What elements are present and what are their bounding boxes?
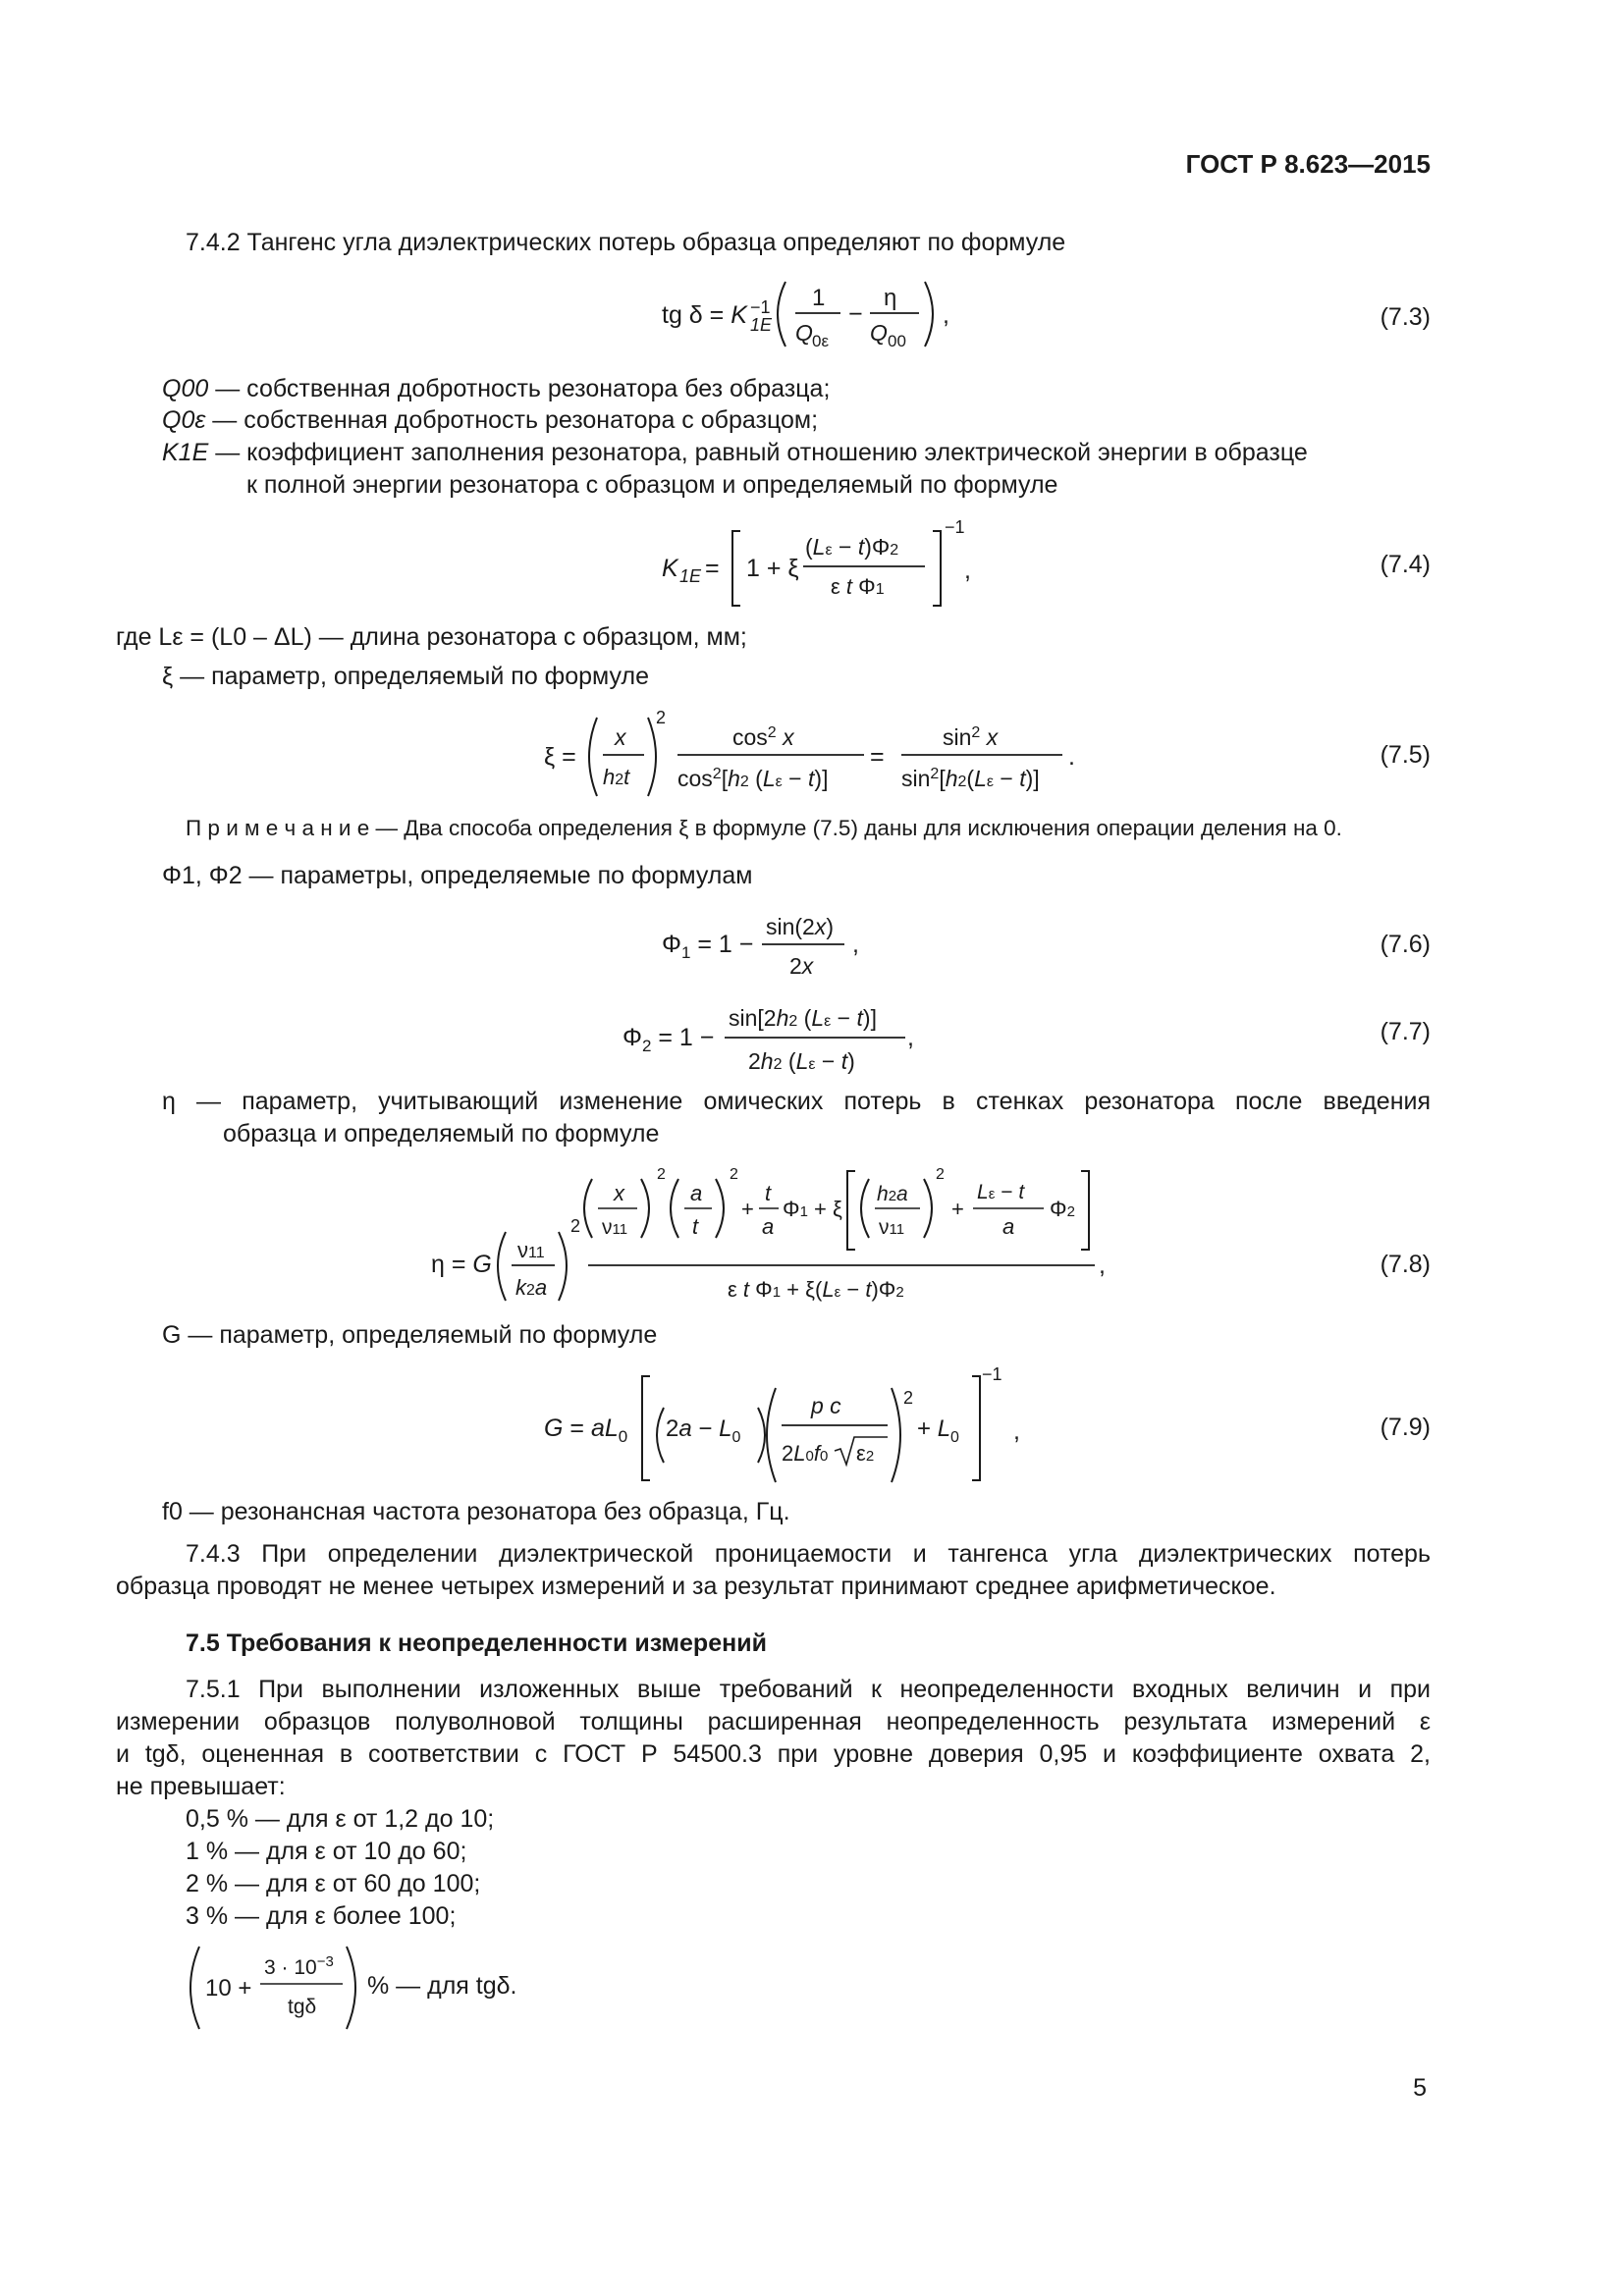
- s751-line1: 7.5.1 При выполнении изложенных выше требований к неопределенности входных величин и при: [186, 1676, 1431, 1703]
- svg-text:2a − L0: $2a - L_0$: [666, 1415, 741, 1446]
- svg-text:+: +: [951, 1197, 964, 1221]
- eq-7-3-number: (7.3): [1380, 303, 1431, 331]
- list-item: 0,5 % — для ε от 1,2 до 10;: [186, 1805, 495, 1833]
- last-item-suffix: % — для tgδ.: [367, 1972, 517, 2000]
- q00-symbol: Q00: [162, 375, 209, 402]
- svg-text:a: a: [690, 1181, 703, 1205]
- svg-text:K: K: [662, 555, 678, 582]
- svg-text:1E: 1E: [679, 566, 702, 586]
- svg-text:a: a: [1002, 1214, 1015, 1239]
- formula-7-3: [648, 270, 962, 358]
- f0-definition: f0 — резонансная частота резонатора без образца, Гц.: [162, 1498, 790, 1525]
- s751-line2: измерении образцов полуволновой толщины расширенная неопределенность результата измерений ε: [116, 1708, 1431, 1735]
- formula-7-7: [619, 987, 933, 1085]
- doc-code: ГОСТ Р 8.623—2015: [1185, 149, 1431, 179]
- eq-7-6-number: (7.6): [1380, 931, 1431, 958]
- svg-text:.: .: [1068, 743, 1075, 771]
- list-item: 2 % — для ε от 60 до 100;: [186, 1870, 481, 1897]
- svg-text:η: η: [884, 285, 897, 311]
- svg-text:k2a: k2a: [515, 1275, 548, 1300]
- svg-text:,: ,: [1099, 1252, 1106, 1279]
- eq-7-7-number: (7.7): [1380, 1018, 1431, 1045]
- svg-text:1 + ξ: 1 + ξ: [746, 555, 799, 582]
- s751-line3: и tgδ, оцененная в соответствии с ГОСТ Р 54500.3 при уровне доверия 0,95 и коэффициенте охвата 2,: [116, 1740, 1431, 1768]
- svg-text:2L0f0: 2L0f0: [782, 1441, 829, 1466]
- eq-7-8-number: (7.8): [1380, 1251, 1431, 1278]
- svg-text:Φ2 = 1 −: $\Phi_2 = 1$ −: [623, 1024, 715, 1055]
- def-q0e: [162, 403, 818, 437]
- svg-text:ε t Φ1 + ξ(Lε − t)Φ2: ε t Φ1 + ξ(Lε − t)Φ2: [728, 1277, 904, 1302]
- def-k1e-line2: к полной энергии резонатора с образцом и определяемый по формуле: [246, 471, 1058, 499]
- svg-text:−1: −1: [982, 1364, 1002, 1384]
- svg-text:ν11: ν11: [879, 1216, 905, 1239]
- note-7-5: П р и м е ч а н и е — Два способа определения ξ в формуле (7.5) даны для исключения операции деления на 0.: [186, 816, 1342, 840]
- page-number: 5: [1413, 2074, 1427, 2102]
- svg-text:2: 2: [656, 708, 667, 727]
- svg-text:sin2[h2(Lε − t)]: $\sin^2[h2(L\varepsilon - t)]$: [901, 766, 1040, 791]
- svg-text:x: x: [615, 724, 626, 750]
- s743-line1: 7.4.3 При определении диэлектрической проницаемости и тангенса угла диэлектрических потерь: [186, 1540, 1431, 1568]
- svg-text:2: 2: [936, 1166, 945, 1183]
- svg-text:2: 2: [730, 1166, 738, 1183]
- formula-7-4: [658, 515, 992, 614]
- svg-text:−: −: [848, 300, 863, 328]
- svg-text:sin(2x): sin(2x): [766, 914, 835, 939]
- svg-text:tgδ: tgδ: [288, 1996, 317, 2018]
- formula-7-9: [540, 1364, 1031, 1492]
- svg-text:,: ,: [964, 557, 971, 584]
- svg-text:Φ1 + ξ: Φ1 + ξ: [783, 1197, 842, 1221]
- def-q00: [162, 372, 830, 405]
- eq-7-5-number: (7.5): [1380, 741, 1431, 769]
- def-q00-text: — собственная добротность резонатора без образца;: [208, 375, 831, 402]
- svg-text:p c: p c: [811, 1393, 841, 1418]
- svg-text:(Lε − t)Φ2: (Lε − t)Φ2: [805, 534, 899, 560]
- svg-text:,: ,: [852, 931, 859, 958]
- svg-text:ν11: ν11: [517, 1238, 545, 1262]
- svg-text:2h2 (Lε − t): 2h2 (Lε − t): [748, 1048, 855, 1074]
- svg-text:h2a: h2a: [877, 1183, 908, 1205]
- section-75-heading: 7.5 Требования к неопределенности измерений: [186, 1629, 767, 1657]
- formula-7-5: [540, 702, 1090, 810]
- formula-tgd-limit: [186, 1939, 362, 2037]
- svg-text:1E: 1E: [750, 315, 773, 335]
- svg-text:cos2 x: $\cos^2 x$: [732, 724, 794, 750]
- svg-text:x: x: [614, 1181, 624, 1205]
- svg-text:,: ,: [943, 301, 949, 329]
- formula-7-6: [658, 901, 913, 989]
- eq-7-4-number: (7.4): [1380, 551, 1431, 578]
- k1e-symbol: K1E: [162, 439, 209, 466]
- svg-text:2: 2: [903, 1388, 914, 1408]
- def-k1e: [162, 436, 1308, 469]
- svg-text:t: t: [692, 1214, 699, 1239]
- svg-text:η = G: η = G: [431, 1251, 492, 1278]
- svg-text:2: 2: [570, 1216, 581, 1236]
- svg-text:Lε − t: Lε − t: [977, 1181, 1025, 1203]
- svg-text:00: 00: [888, 332, 906, 350]
- svg-text:ξ =: ξ =: [544, 743, 576, 771]
- svg-text:Q: Q: [795, 320, 813, 346]
- eta-definition-1: η — параметр, учитывающий изменение омических потерь в стенках резонатора после введения: [162, 1088, 1431, 1115]
- svg-text:ε t Φ1: ε t Φ1: [831, 574, 885, 599]
- svg-text:G = aL0: $G = aL_0$: [544, 1415, 628, 1446]
- svg-text:cos2[h2 (Lε − t)]: $\cos^2[h2$ (Lε − t)]: [677, 766, 829, 791]
- section-742-intro: 7.4.2 Тангенс угла диэлектрических потерь образца определяют по формуле: [186, 229, 1066, 256]
- svg-text:t: t: [765, 1181, 772, 1205]
- def-q0e-text: — собственная добротность резонатора с образцом;: [205, 406, 819, 434]
- svg-text:ε2: ε2: [856, 1441, 875, 1466]
- svg-text:,: ,: [1013, 1417, 1020, 1445]
- svg-text:,: ,: [907, 1024, 914, 1051]
- s743-line2: образца проводят не менее четырех измерений и за результат принимают среднее арифметическое.: [116, 1573, 1276, 1600]
- svg-text:ν11: ν11: [602, 1216, 628, 1239]
- svg-text:=: =: [705, 555, 720, 582]
- svg-text:a: a: [762, 1214, 775, 1239]
- svg-text:1: 1: [812, 285, 826, 311]
- eq-7-9-number: (7.9): [1380, 1414, 1431, 1441]
- list-item: 1 % — для ε от 10 до 60;: [186, 1838, 467, 1865]
- svg-text:h2t: h2t: [603, 765, 630, 789]
- svg-text:tg δ = K: tg δ = K: [662, 301, 747, 329]
- svg-text:2: 2: [657, 1166, 666, 1183]
- formula-7-8: [427, 1163, 1114, 1310]
- svg-text:−1: −1: [750, 297, 771, 317]
- svg-text:10 +: 10 +: [205, 1975, 252, 2002]
- svg-text:2x: 2x: [789, 953, 814, 979]
- xi-definition: ξ — параметр, определяемый по формуле: [162, 663, 649, 690]
- def-k1e-text-1: — коэффициент заполнения резонатора, равный отношению электрической энергии в образце: [208, 439, 1308, 466]
- svg-text:+: +: [741, 1197, 754, 1221]
- eta-definition-2: образца и определяемый по формуле: [223, 1120, 660, 1148]
- svg-text:Φ1 = 1 −: $\Phi_1 = 1$ −: [662, 931, 754, 962]
- svg-text:−1: −1: [945, 517, 965, 537]
- svg-text:Q: Q: [870, 320, 888, 346]
- svg-text:+ L0: + $L_0$: [917, 1415, 959, 1446]
- svg-text:sin[2h2 (Lε − t)]: sin[2h2 (Lε − t)]: [729, 1005, 877, 1031]
- svg-text:3 · 10−3: $3 \cdot 10^{-3}$: [264, 1953, 334, 1979]
- g-definition: G — параметр, определяемый по формуле: [162, 1321, 658, 1349]
- svg-text:=: =: [870, 743, 885, 771]
- svg-text:0ε: 0ε: [812, 332, 830, 350]
- where-le: где Lε = (L0 – ΔL) — длина резонатора с образцом, мм;: [116, 623, 747, 651]
- svg-text:sin2 x: $\sin^2 x$: [943, 724, 999, 750]
- s751-line4: не превышает:: [116, 1773, 286, 1800]
- list-item: 3 % — для ε более 100;: [186, 1902, 457, 1930]
- q0e-symbol: Q0ε: [162, 406, 206, 434]
- svg-text:Φ2: Φ2: [1050, 1197, 1075, 1221]
- phi-definition: Φ1, Φ2 — параметры, определяемые по формулам: [162, 862, 753, 889]
